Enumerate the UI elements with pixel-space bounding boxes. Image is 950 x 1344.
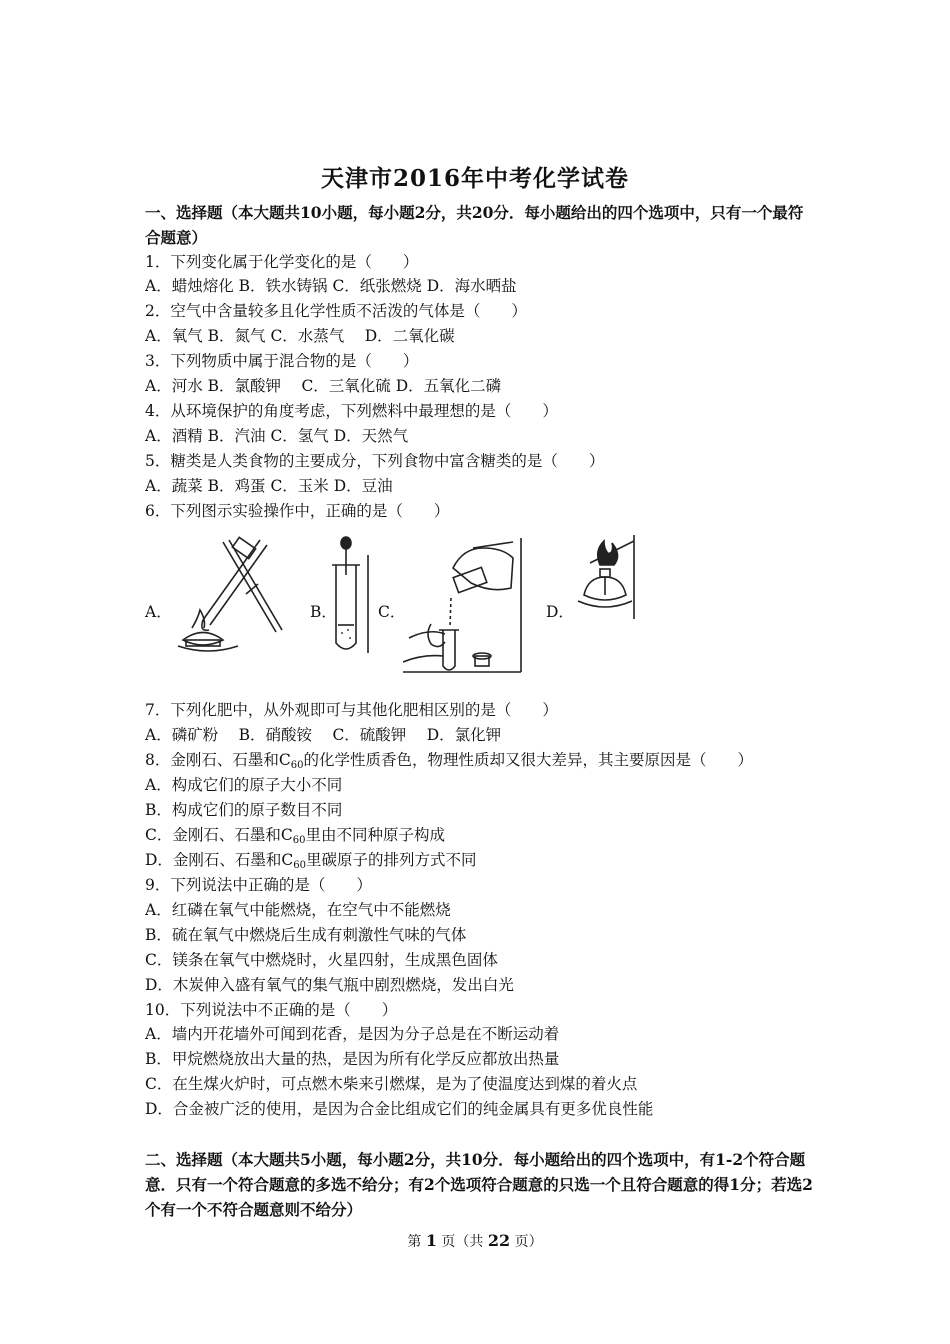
q6-option-b-label: B． — [310, 603, 337, 621]
q7-stem: 7．下列化肥中，从外观即可与其他化肥相区别的是（ ） — [145, 701, 558, 719]
q8-option-b: B．构成它们的原子数目不同 — [145, 801, 343, 819]
section-1-heading: 一、选择题（本大题共10小题，每小题2分，共20分．每小题给出的四个选项中，只有一个最符合题意） — [145, 203, 804, 247]
q9-option-c: C．镁条在氧气中燃烧时，火星四射，生成黑色固体 — [145, 951, 498, 969]
page-title: 天津市2016年中考化学试卷 — [320, 165, 629, 192]
q9-option-d: D．木炭伸入盛有氧气的集气瓶中剧烈燃烧，发出白光 — [145, 976, 514, 994]
q8-stem-subscript: 60 — [290, 760, 304, 771]
q6-option-d-label: D． — [546, 603, 574, 621]
current-page-number: 1 — [425, 1231, 437, 1250]
q4-stem: 4．从环境保护的角度考虑，下列燃料中最理想的是（ ） — [145, 402, 558, 420]
q10-stem: 10．下列说法中不正确的是（ ） — [145, 1001, 398, 1019]
q10-option-c: C．在生煤火炉时，可点燃木柴来引燃煤，是为了使温度达到煤的着火点 — [145, 1075, 638, 1093]
q3-stem: 3．下列物质中属于混合物的是（ ） — [145, 352, 419, 370]
q10-option-d: D．合金被广泛的使用，是因为合金比组成它们的纯金属具有更多优良性能 — [145, 1100, 654, 1118]
q8-option-a: A．构成它们的原子大小不同 — [145, 776, 343, 794]
alcohol-lamp-figure — [570, 535, 638, 619]
q9-stem: 9．下列说法中正确的是（ ） — [145, 876, 372, 894]
q10-option-a: A．墙内开花墙外可闻到花香，是因为分子总是在不断运动着 — [145, 1025, 560, 1043]
q8-option-c: C．金刚石、石墨和$C_{60}$里由不同种原子构成 — [145, 826, 445, 846]
q10-option-b: B．甲烷燃烧放出大量的热，是因为所有化学反应都放出热量 — [145, 1050, 560, 1068]
q9-option-a: A．红磷在氧气中能燃烧，在空气中不能燃烧 — [145, 901, 451, 919]
q6-stem: 6．下列图示实验操作中，正确的是（ ） — [145, 502, 450, 520]
q8-stem: 8．金刚石、石墨和$C_{60}$的化学性质香色，物理性质却又很大差异，其主要原因是（ ） — [145, 751, 753, 771]
section-2-heading: 二、选择题（本大题共5小题，每小题2分，共10分．每小题给出的四个选项中，有1-2个符合题意．只有一个符合题意的多选不给分；有2个选项符合题意的只选一个且符合题意的得1分；若选2个有一个不符合题意则不给分） — [145, 1150, 813, 1219]
q2-options: A．氧气 B．氮气 C．水蒸气 D．二氧化碳 — [145, 327, 455, 345]
q5-stem: 5．糖类是人类食物的主要成分，下列食物中富含糖类的是（ ） — [145, 452, 605, 470]
q4-options: A．酒精 B．汽油 C．氢气 D．天然气 — [145, 427, 409, 445]
pouring-liquid-figure — [403, 538, 523, 676]
dropper-test-tube-figure — [328, 535, 378, 655]
q3-options: A．河水 B．氯酸钾 C．三氧化硫 D．五氧化二磷 — [145, 377, 502, 395]
q2-stem: 2．空气中含量较多且化学性质不活泼的气体是（ ） — [145, 302, 527, 320]
q1-options: A．蜡烛熔化 B．铁水铸锅 C．纸张燃烧 D．海水晒盐 — [145, 277, 517, 295]
page-footer: 第 1 页（共 22 页） — [407, 1231, 543, 1250]
q6-option-a-label: A． — [145, 603, 172, 621]
q9-option-b: B．硫在氧气中燃烧后生成有刺激性气味的气体 — [145, 926, 467, 944]
total-pages: 22 — [487, 1231, 511, 1250]
q7-options: A．磷矿粉 B．硝酸铵 C．硫酸钾 D．氯化钾 — [145, 726, 502, 744]
q1-stem: 1．下列变化属于化学变化的是（ ） — [145, 253, 419, 271]
heating-test-tube-figure — [168, 532, 288, 654]
q8-option-d: D．金刚石、石墨和$C_{60}$里碳原子的排列方式不同 — [145, 851, 477, 871]
q6-option-c-label: C． — [378, 603, 406, 621]
q5-options: A．蔬菜 B．鸡蛋 C．玉米 D．豆油 — [145, 477, 393, 495]
